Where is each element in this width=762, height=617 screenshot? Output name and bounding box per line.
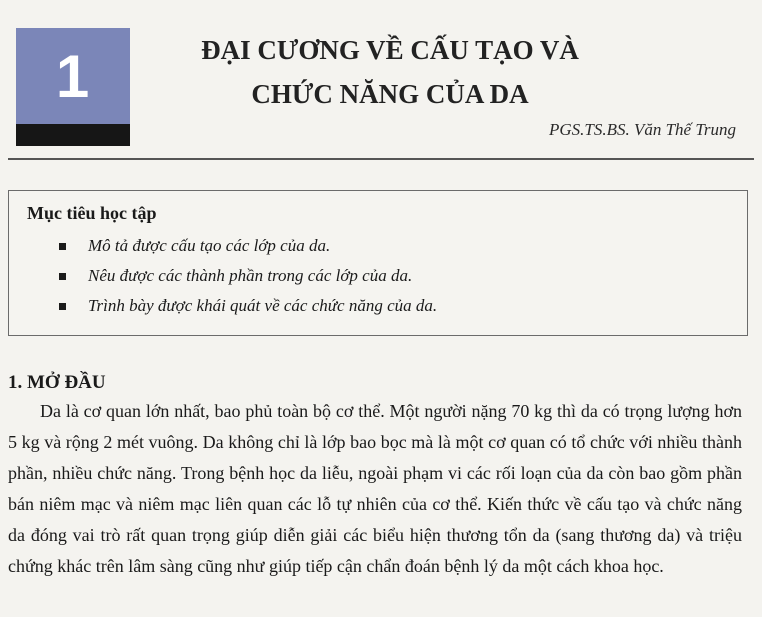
objectives-heading: Mục tiêu học tập: [27, 203, 157, 223]
chapter-title-line-1: ĐẠI CƯƠNG VỀ CẤU TẠO VÀ: [201, 35, 579, 65]
chapter-number: 1: [55, 43, 91, 110]
objective-text: Nêu được các thành phần trong các lớp của da.: [88, 266, 413, 285]
chapter-title-line-2: CHỨC NĂNG CỦA DA: [251, 79, 529, 109]
intro-paragraph: Da là cơ quan lớn nhất, bao phủ toàn bộ cơ thể. Một người nặng 70 kg thì da có trọng lượng hơn 5 kg và rộng 2 mét vuông. Da không chỉ là lớp bao bọc mà là một cơ quan có tổ chức với nhiều thành phần, nhiều chức năng. Trong bệnh học da liễu, ngoài phạm vi các rối loạn của da còn bao gồm phần bán niêm mạc và niêm mạc liên quan các lỗ tự nhiên của cơ thể. Kiến thức về cấu tạo và chức năng da đóng vai trò rất quan trọng giúp diễn giải các biểu hiện thương tổn da (sang thương da) và triệu chứng khác trên lâm sàng cũng như giúp tiếp cận chẩn đoán bệnh lý da một cách khoa học.: [8, 401, 742, 576]
header-divider: [8, 158, 754, 160]
objective-item: [59, 291, 437, 321]
bullet-icon: [59, 243, 66, 250]
learning-objectives-box: [8, 190, 748, 336]
chapter-title: [150, 28, 630, 116]
author: PGS.TS.BS. Văn Thế Trung: [548, 120, 736, 139]
chapter-number-box: [16, 28, 130, 146]
objective-text: Trình bày được khái quát về các chức năng của da.: [88, 296, 438, 315]
objective-text: Mô tả được cấu tạo các lớp của da.: [88, 236, 331, 255]
objectives-list: [59, 231, 437, 321]
objective-item: [59, 231, 437, 261]
bullet-icon: [59, 273, 66, 280]
section-heading: 1. MỞ ĐẦU: [8, 372, 106, 393]
objective-item: [59, 261, 437, 291]
bullet-icon: [59, 303, 66, 310]
